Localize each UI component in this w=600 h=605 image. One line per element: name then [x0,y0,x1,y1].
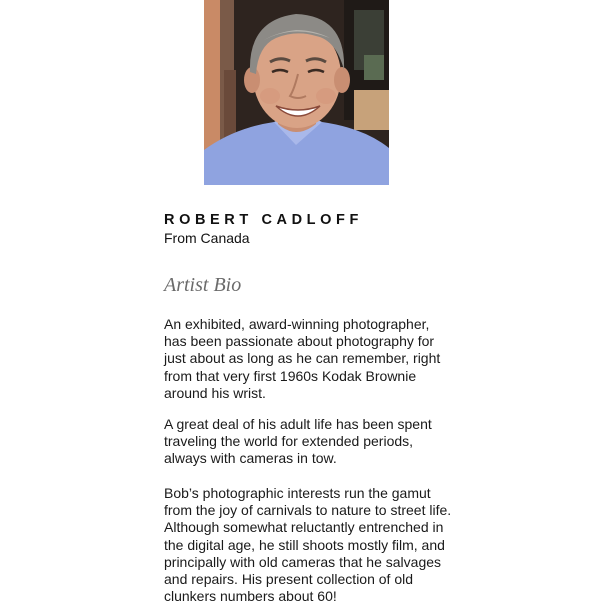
bio-line: the digital age, he still shoots mostly film, and [164,536,445,553]
bio-line: principally with old cameras that he salvages [164,553,442,570]
bio-paragraph-1 [164,316,454,402]
bio-line: always with cameras in tow. [164,450,337,467]
bio-line: around his wrist. [164,384,266,401]
bio-line: Although somewhat reluctantly entrenched in [164,519,444,536]
bio-line: just about as long as he can remember, right [164,350,441,367]
bio-line: has been passionate about photography for [164,333,435,350]
bio-line: An exhibited, award-winning photographer, [164,316,430,332]
artist-portrait [204,0,389,185]
bio-line: traveling the world for extended periods, [164,433,414,450]
bio-line: Bob’s photographic interests run the gamut [164,485,431,501]
artist-name: ROBERT CADLOFF [164,212,363,228]
bio-line: A great deal of his adult life has been spent [164,416,432,432]
bio-line: from the joy of carnivals to nature to street life. [164,502,452,519]
artist-origin: From Canada [164,230,250,246]
bio-paragraph-2 [164,416,454,468]
portrait-photo-icon [204,0,389,185]
bio-heading: Artist Bio [164,274,242,296]
bio-line: clunkers numbers about 60! [164,588,337,605]
bio-line: and repairs. His present collection of old [164,571,414,588]
bio-line: from that very first 1960s Kodak Brownie [164,367,417,384]
bio-paragraph-3 [164,485,454,605]
